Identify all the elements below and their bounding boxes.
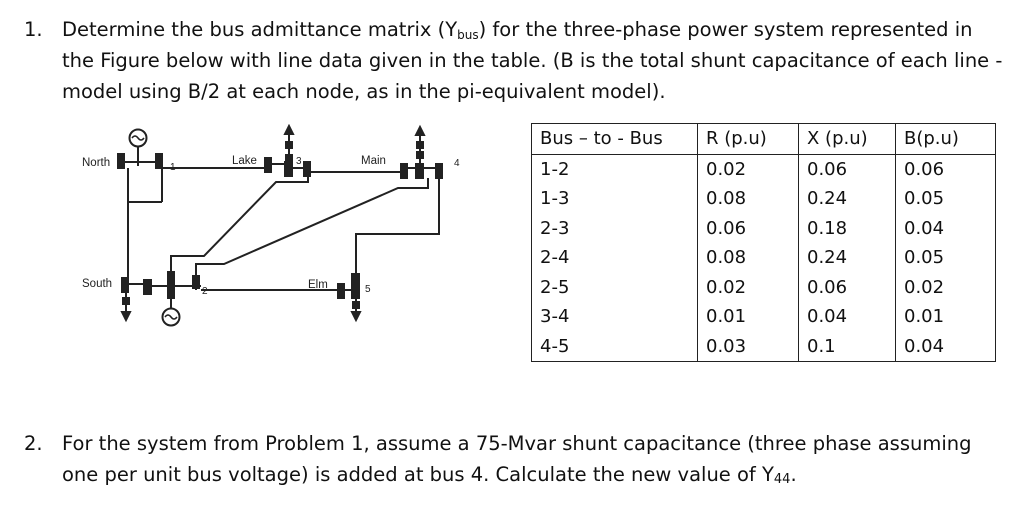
problem-1-text <box>62 14 1002 107</box>
line-data-table <box>531 123 996 362</box>
header-x: X (p.u) <box>799 124 896 155</box>
bus-label-elm: Elm <box>308 279 328 291</box>
generator-icon <box>163 304 180 326</box>
problem-1-line-1: Determine the bus admittance matrix $(Y_{bus})$ for the three-phase power system represented in <box>62 18 973 42</box>
header-b: B(p.u) <box>896 124 996 155</box>
problem-1-line-2: the Figure below with line data given in the table. (B is the total shunt capacitance of each line - <box>62 49 1003 72</box>
bus-label-south: South <box>82 278 113 290</box>
table-row: 3-4 0.01 0.04 0.01 <box>532 302 996 332</box>
problem-1 <box>24 14 1004 114</box>
power-system-one-line-diagram <box>76 124 500 334</box>
header-bus-to-bus: Bus – to - Bus <box>532 124 698 155</box>
bus-number-4: 4 <box>454 158 460 169</box>
table-row: 2-5 0.02 0.06 0.02 <box>532 273 996 303</box>
problem-2-number: 2. <box>24 432 43 455</box>
table-row: 2-4 0.08 0.24 0.05 <box>532 243 996 273</box>
table-row: 4-5 0.03 0.1 0.04 <box>532 332 996 362</box>
problem-2-line-2: one per unit bus voltage) is added at bus 4. Calculate the new value of Y44. <box>62 463 797 487</box>
ybus-subscript: bus <box>457 28 479 42</box>
bus-label-north: North <box>82 157 111 169</box>
bus-label-lake: Lake <box>232 155 257 167</box>
problem-2 <box>24 428 1004 498</box>
bus-number-3: 3 <box>296 156 302 167</box>
problem-2-text <box>62 428 972 490</box>
table-header-row <box>532 124 996 155</box>
y44-subscript: 44 <box>773 472 791 487</box>
header-r: R (p.u) <box>698 124 799 155</box>
generator-icon <box>130 130 147 163</box>
problem-2-line-1: For the system from Problem 1, assume a 75-Mvar shunt capacitance (three phase assuming <box>62 432 972 455</box>
table-row: 1-3 0.08 0.24 0.05 <box>532 184 996 214</box>
bus-number-5: 5 <box>365 284 371 295</box>
table-row: 1-2 0.02 0.06 0.06 <box>532 154 996 184</box>
table-row: 2-3 0.06 0.18 0.04 <box>532 214 996 244</box>
problem-1-line-3: model using B/2 at each node, as in the pi-equivalent model). <box>62 80 666 103</box>
bus-number-2: 2 <box>202 286 208 297</box>
bus-label-main: Main <box>361 155 386 167</box>
problem-1-number: 1. <box>24 18 43 41</box>
bus-number-1: 1 <box>170 162 176 173</box>
